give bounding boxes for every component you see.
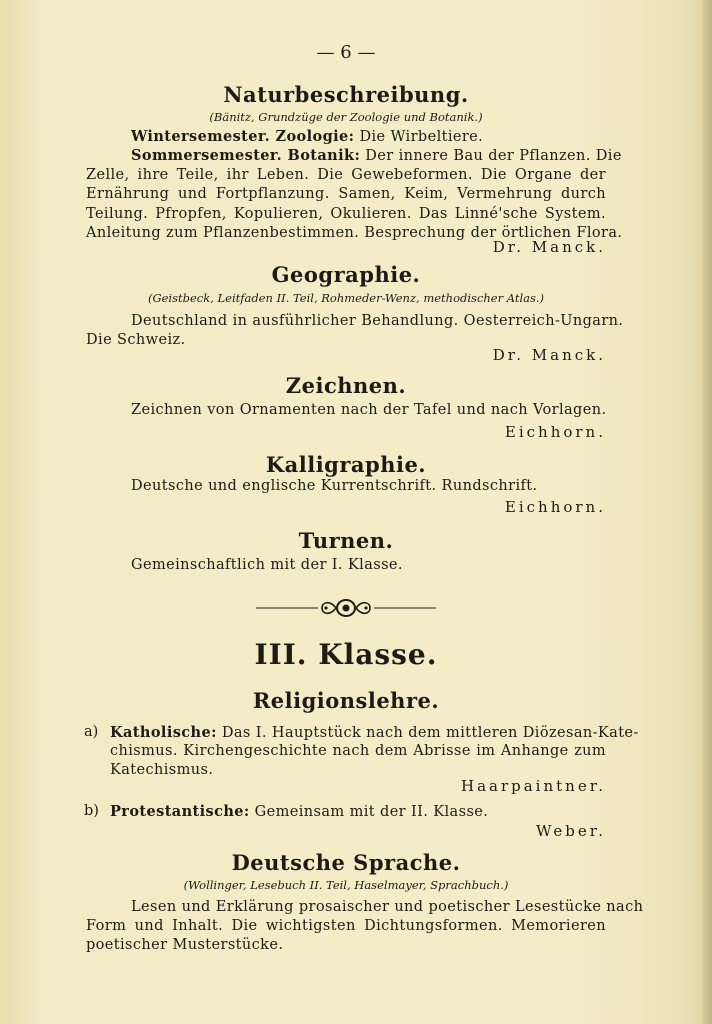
page-number: — 6 — bbox=[316, 42, 376, 63]
section-source-deutsche-sprache: (Wollinger, Lesebuch II. Teil, Haselmayer, Sprachbuch.) bbox=[183, 878, 509, 892]
text-line: Katechismus. bbox=[110, 762, 214, 778]
page-edge bbox=[702, 0, 712, 1024]
teacher-signature: Haarpaintner. bbox=[461, 777, 606, 795]
section-title-turnen: Turnen. bbox=[298, 528, 394, 553]
text-line: Deutschland in ausführlicher Behandlung. Oesterreich-Ungarn. bbox=[131, 313, 624, 329]
text-line: Form und Inhalt. Die wichtigsten Dichtungsformen. Memorieren bbox=[86, 918, 606, 934]
winter-semester-label: Wintersemester. Zoologie: bbox=[131, 128, 355, 145]
text-line: Teilung. Pfropfen, Kopulieren, Okulieren. Das Linné'sche System. bbox=[86, 206, 606, 222]
protestant-label: Protestantische: bbox=[110, 803, 250, 820]
teacher-signature: Dr. Manck. bbox=[492, 238, 606, 256]
teacher-signature: Eichhorn. bbox=[504, 498, 606, 516]
text-line: Lesen und Erklärung prosaischer und poetischer Lesestücke nach bbox=[131, 899, 644, 915]
section-title-religionslehre: Religionslehre. bbox=[252, 688, 440, 713]
winter-semester-text: Die Wirbeltiere. bbox=[359, 129, 484, 145]
text-line: chismus. Kirchengeschichte nach dem Abrisse im Anhange zum bbox=[110, 743, 606, 759]
teacher-signature: Eichhorn. bbox=[504, 423, 606, 441]
catholic-text: Das I. Hauptstück nach dem mittleren Diözesan-Kate- bbox=[221, 725, 639, 741]
winter-semester-line bbox=[86, 128, 606, 145]
protestant-text: Gemeinsam mit der II. Klasse. bbox=[254, 804, 489, 820]
text-line: Ernährung und Fortpflanzung. Samen, Keim, Vermehrung durch bbox=[86, 186, 606, 202]
summer-semester-label: Sommersemester. Botanik: bbox=[131, 147, 361, 164]
class-heading: III. Klasse. bbox=[254, 638, 438, 671]
item-marker-a: a) bbox=[84, 724, 99, 740]
text-line: poetischer Musterstücke. bbox=[86, 937, 284, 953]
text-line: Zelle, ihre Teile, ihr Leben. Die Gewebeformen. Die Organe der bbox=[86, 167, 606, 183]
teacher-signature: Dr. Manck. bbox=[492, 346, 606, 364]
ornament-divider bbox=[256, 596, 436, 620]
item-marker-b: b) bbox=[84, 803, 99, 819]
teacher-signature: Weber. bbox=[536, 822, 606, 840]
section-title-deutsche-sprache: Deutsche Sprache. bbox=[231, 850, 461, 875]
text-line: Zeichnen von Ornamenten nach der Tafel und nach Vorlagen. bbox=[131, 402, 607, 418]
text-line: Gemeinschaftlich mit der I. Klasse. bbox=[131, 557, 403, 573]
text-line: Anleitung zum Pflanzenbestimmen. Besprechung der örtlichen Flora. bbox=[86, 225, 623, 241]
section-source-geographie: (Geistbeck, Leitfaden II. Teil, Rohmeder-Wenz, methodischer Atlas.) bbox=[147, 291, 545, 305]
section-title-geographie: Geographie. bbox=[271, 262, 421, 287]
summer-semester-text: Der innere Bau der Pflanzen. Die bbox=[365, 148, 622, 164]
section-title-naturbeschreibung: Naturbeschreibung. bbox=[223, 82, 469, 107]
religion-catholic-line bbox=[110, 724, 639, 741]
section-title-zeichnen: Zeichnen. bbox=[285, 373, 407, 398]
text-line: Deutsche und englische Kurrentschrift. Rundschrift. bbox=[131, 478, 538, 494]
section-title-kalligraphie: Kalligraphie. bbox=[265, 452, 427, 477]
religion-protestant-line bbox=[110, 803, 606, 820]
catholic-label: Katholische: bbox=[110, 724, 217, 741]
section-source-naturbeschreibung: (Bänitz, Grundzüge der Zoologie und Botanik.) bbox=[209, 110, 483, 124]
text-line: Die Schweiz. bbox=[86, 332, 186, 348]
summer-semester-line bbox=[86, 147, 622, 164]
